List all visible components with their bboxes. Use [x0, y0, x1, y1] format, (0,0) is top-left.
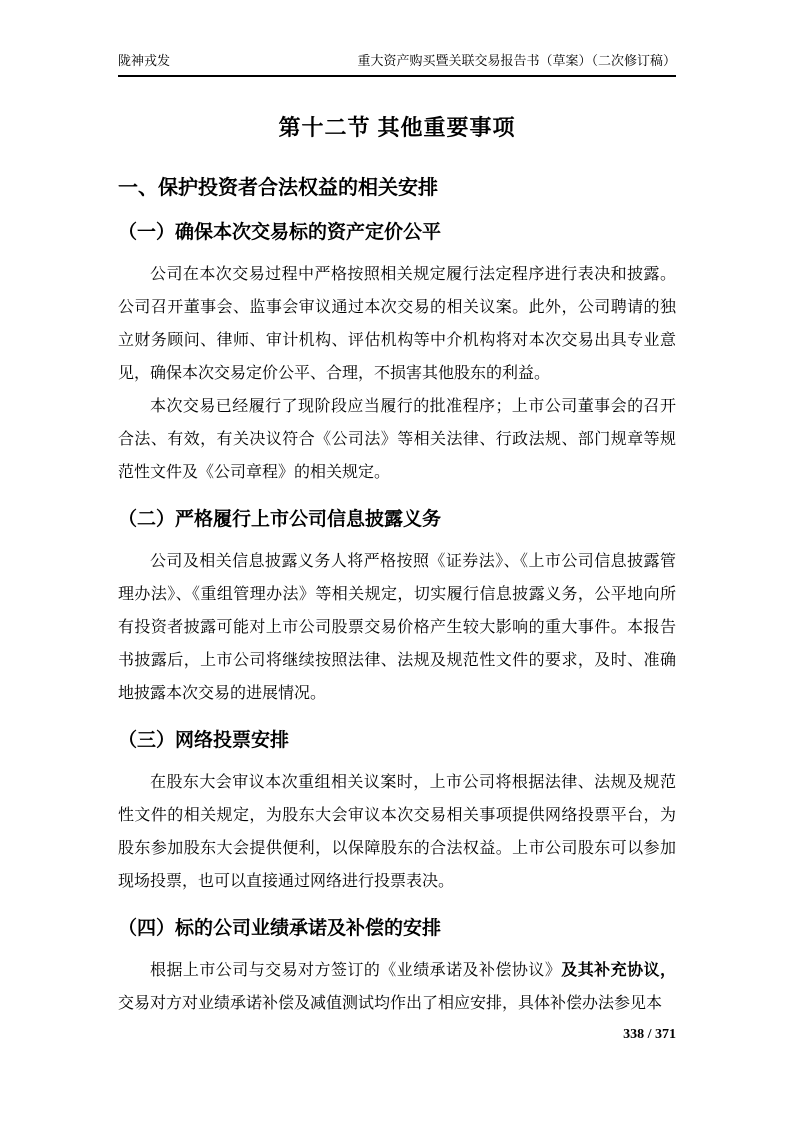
paragraph-text-normal: 根据上市公司与交易对方签订的《业绩承诺及补偿协议》: [150, 962, 562, 979]
paragraph-text-bold: 及其补充协议，: [561, 962, 676, 979]
subsection-1-paragraph-2: 本次交易已经履行了现阶段应当履行的批准程序；上市公司董事会的召开合法、有效，有关决议符合《公司法》等相关法律、行政法规、部门规章等规范性文件及《公司章程》的相关规定。: [118, 398, 676, 481]
subsection-2-paragraph-1: 公司及相关信息披露义务人将严格按照《证券法》、《上市公司信息披露管理办法》、《重组管理办法》等相关规定，切实履行信息披露义务，公平地向所有投资者披露可能对上市公司股票交易价格产生较大影响的重大事件。本报告书披露后，上市公司将继续按照法律、法规及规范性文件的要求，及时、准确地披露本次交易的进展情况。: [118, 553, 676, 702]
subsection-1-heading: （一）确保本次交易标的资产定价公平: [118, 222, 442, 243]
paragraph-text-normal: 交易对方对业绩承诺补偿及减值测试均作出了相应安排，具体补偿办法参见本: [118, 995, 663, 1012]
subsection-3-heading: （三）网络投票安排: [118, 730, 290, 751]
page-header: [118, 52, 676, 77]
section-1-heading: 一、保护投资者合法权益的相关安排: [118, 177, 438, 199]
subsection-1-paragraph-1: 公司在本次交易过程中严格按照相关规定履行法定程序进行表决和披露。公司召开董事会、监事会审议通过本次交易的相关议案。此外，公司聘请的独立财务顾问、律师、审计机构、评估机构等中介机构将对本次交易出具专业意见，确保本次交易定价公平、合理，不损害其他股东的利益。: [118, 266, 676, 382]
subsection-4-paragraph-1: [118, 954, 676, 1020]
subsection-4-heading: （四）标的公司业绩承诺及补偿的安排: [118, 918, 442, 939]
header-company-name: 陇神戎发: [118, 53, 171, 68]
header-report-title: 重大资产购买暨关联交易报告书（草案）（二次修订稿）: [357, 53, 676, 68]
chapter-title: 第十二节 其他重要事项: [278, 115, 516, 140]
subsection-3-paragraph-1: 在股东大会审议本次重组相关议案时，上市公司将根据法律、法规及规范性文件的相关规定，为股东大会审议本次交易相关事项提供网络投票平台，为股东参加股东大会提供便利，以保障股东的合法权益。上市公司股东可以参加现场投票，也可以直接通过网络进行投票表决。: [118, 774, 676, 890]
page-number: 338 / 371: [623, 1027, 676, 1042]
subsection-2-heading: （二）严格履行上市公司信息披露义务: [118, 509, 442, 530]
